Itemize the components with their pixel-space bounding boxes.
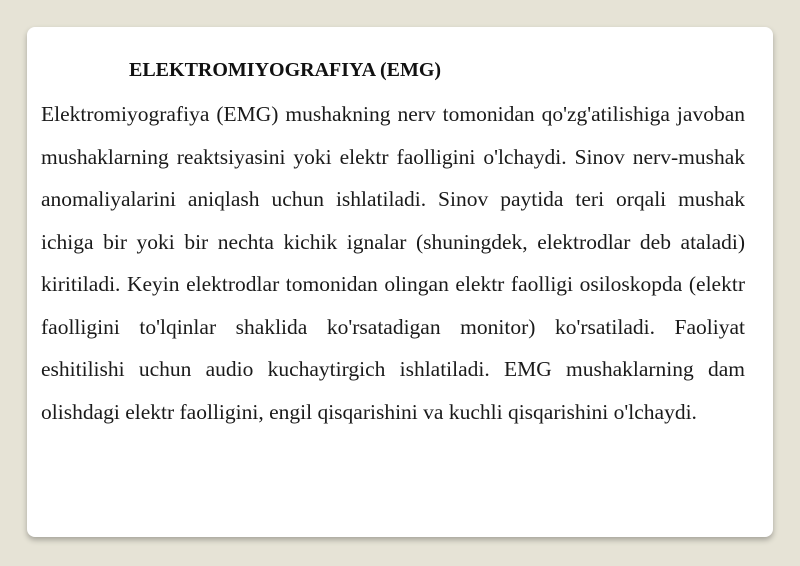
document-card: [27, 27, 773, 537]
document-title: ELEKTROMIYOGRAFIYA (EMG): [129, 59, 442, 81]
document-paragraph: Elektromiyografiya (EMG) mushakning nerv tomonidan qo'zg'atilishiga javoban mushaklarning reaktsiyasini yoki elektr faolligini o'lchaydi. Sinov nerv-mushak anomaliyalarini aniqlash uchun ishlatiladi. Sinov paytida teri orqali mushak ichiga bir yoki bir nechta kichik ignalar (shuningdek, elektrodlar deb ataladi) kiritiladi. Keyin elektrodlar tomonidan olingan elektr faolligi osiloskopda (elektr faolligini to'lqinlar shaklida ko'rsatadigan monitor) ko'rsatiladi. Faoliyat eshitilishi uchun audio kuchaytirgich ishlatiladi. EMG mushaklarning dam olishdagi elektr faolligini, engil qisqarishini va kuchli qisqarishini o'lchaydi.: [41, 102, 745, 424]
